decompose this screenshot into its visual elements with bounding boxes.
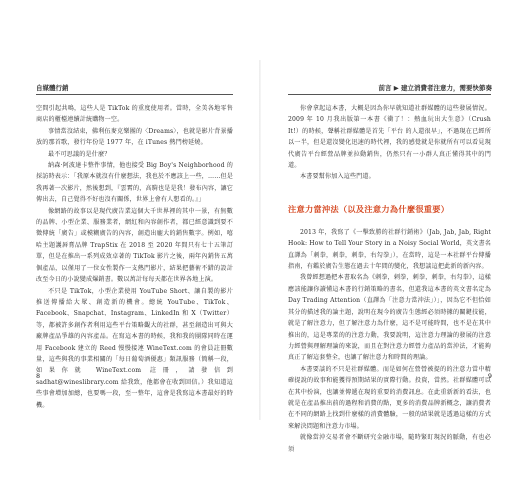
body-paragraph: 最不可思議的是什麼？ [48, 150, 111, 158]
body-paragraph: 2013 年，我寫了《一擊致勝的社群行銷術》（Jab, Jab, Jab, Right Hook: How to Tell Your Story in a Noisy Social World，英文書名直譯為「刺拳，刺拳，刺拳，右勾拳」），在當時，這是一本社群平台傳播指南，有鑑於廣告生態在過去十年間的變化，我想談這把此新的新內容。 [288, 228, 491, 271]
body-paragraph: 就像當沖交易者會不斷研究金融市場，隨時緊盯現況的脈動，有也必須 [288, 434, 491, 453]
body-paragraph: 不只是 TikTok，小型企業使用 YouTube Short、讓自製的影片推送傳播給大眾、創造新的機會。總統 YouTube、TikTok、Facebook、Snapchat、Instagram、LinkedIn 和 X（Twitter）等，都被許多創作者利用這些平台策略觀大的社群，甚至創造出可與大廠牌產品爭雄的內容產品。在寫這本書的時候，我和我的團隊同時在運用 Facebook 建立的 Reed 慢慢接連 WineText.com 的會員註冊數量，這些與我的事業相關的「每日葡萄酒優惠」類訊服務（簡稱一段，如果你就 WineText.com 註冊，請發信到 sadhat@wineslibrary.com 給我致，他都會在收到回信。）我知道這些事會增加加總，也要嗎一段，至一整年，這會是我寫這本書最好的時機。 [36, 287, 233, 409]
right-page-number: 9 [487, 372, 492, 380]
body-paragraph: 像網路的故事以是現代廣告業這個大千世界裡的其中一景，有無數的品牌、小型企業、服務業者，網紅和內容創作者，都已經意識到要不徵傳統「廣告」或模糊廣告的內容，創造出龐大的銷售數字。例如，嘻哈主題護唇膏品牌 TrapStix 在 2018 至 2020 年間只有七十五筆訂單，但是在推出一系列成效卓著的 TikTok 影片之後，兩年內銷售五萬個產品，以僅用了一位女性製作一支熱門影片，結果把藝術不錯的設計改至今日的小說變成爆銷書。數以萬計每每天都在世界各地上演。 [36, 207, 233, 284]
right-page [260, 0, 520, 500]
body-paragraph: 空間引起共鳴，這些人是 TikTok 的重度使用者。當時，全美各地零售商店的櫃檯連續計統購物一空。 [36, 105, 233, 124]
body-paragraph: 你會拿起這本書，大概是因為你早就知道社群媒體的這些發展情況。2009 年 10 月我出版第一本書《衝了！：熱血玩出大生意》（Crush It!）的時候，聲稱社群媒體是首先「平台 的人還很早」，不過現在已經所以一半，但是還沒變化迅速的時代裡，我的感覺就是你就所有可以看見現代廣告平台經營品牌並拉動銷售，仍然只有一小群人真正懂得其中的門道。 [288, 105, 491, 170]
section-heading: 注意力當沖法（以及注意力為什麼很重要） [288, 203, 450, 214]
body-paragraph: 事情當沒結束，佛利伍麥克樂團的〈Dreams〉，也就是影片背景播放的那首歌，發行年份是 1977 年，在 iTunes 熱門榜延燒。 [36, 127, 233, 147]
right-header-rule [288, 94, 491, 95]
body-paragraph: 本書要談的不只是社群媒體。而是如何在營營被提的的注意力當中精確提說的故事和能獲得預期結果的實際行動。投資，當然。社群媒體可以在其中扮演，也讓並傳遞在現的重要的消費訊息。在此重新新的看法，也就是在產品推出前的過程和消費的點，更多的消費品牌新概念，讓消費者在不同的網路上找到什麼樣的消費體驗，一般的結果就是透過這樣的方式來解決問題和注意力市場。 [288, 365, 491, 430]
body-paragraph: 納森·阿波達卡整件事情，他也接受 Big Boy's Neighborhood 的採訪時表示：「我原本就沒有什麼想法，我也於不應該上一些，……但是我再著一次影片，然後想到，『雲霄的，高騎也是是我！發布內容，讓它傳出去，自己覺得不好也沒有關係，世界上會有人想看的。』」 [36, 162, 233, 204]
left-body-text [36, 103, 233, 411]
left-header-rule [36, 94, 233, 95]
right-running-head: 前言 ▶ 建立消費者注意力，需要快節奏 [378, 84, 492, 92]
left-running-head: 自媒體行銷 [36, 84, 69, 92]
body-paragraph: 本書要幫你加入這些門道。 [300, 173, 375, 181]
body-paragraph: 我曾經想過把本書取名為《刺拳，刺拳，刺拳，刺拳，右勾拳》，這樣應該能讓你讀懂這本書的行銷策略的書名，但還我這本書的英文書名定為 Day Trading Attention（直譯為「注意力當沖法」）」，因為它不但恰如其分的描述我的論主題，說明在現今的廣告生態經必須時據的關鍵技能，就是了解注意力，但了解注意力為什麼，這不是可能時間，也不是在其中推出的，這是專業的的注意力動，我要說明，這注意力理論的發展的注意力經營與理解理論的來說，而且在對注意力經營力產品的當沖法，才能夠真正了解這套整全，也讓了解注意力和時間的理論。 [288, 274, 491, 362]
right-body-text [288, 103, 491, 455]
left-page-number: 8 [36, 372, 41, 380]
